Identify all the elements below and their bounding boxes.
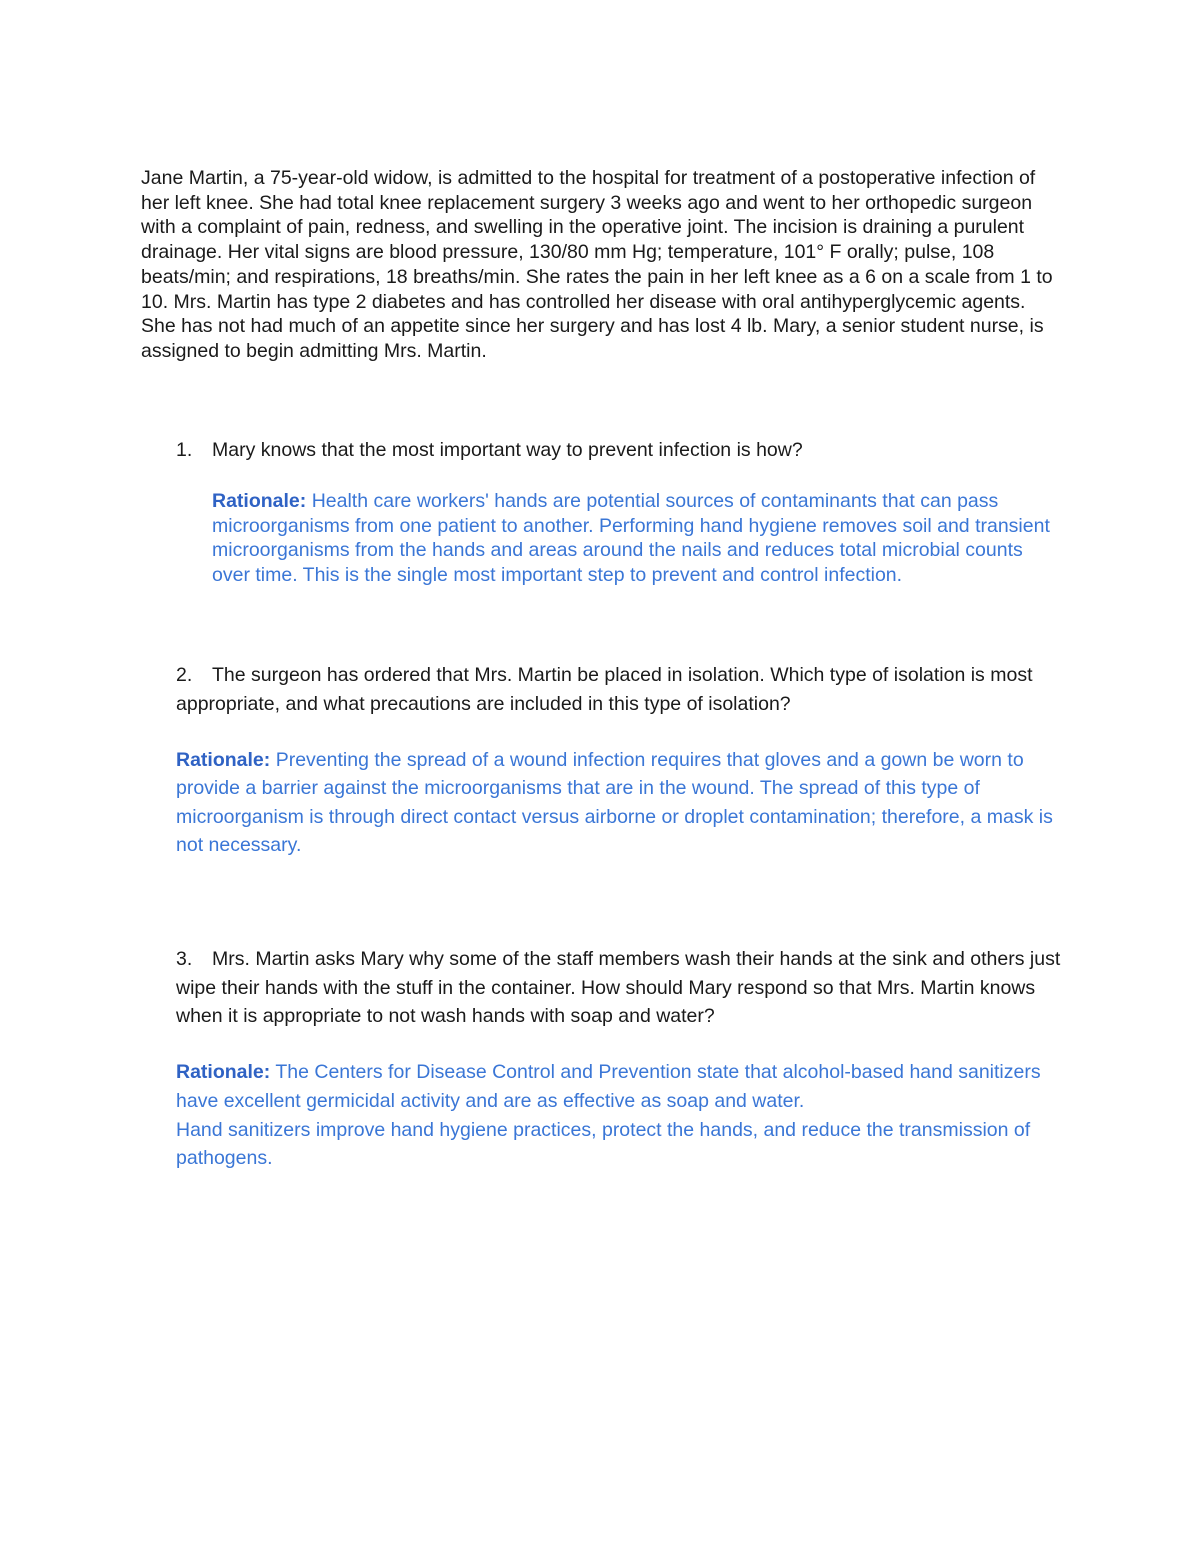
question-3-text: Mrs. Martin asks Mary why some of the staff members wash their hands at the sink and others just wipe their hands with the stuff in the container. How should Mary respond so that Mrs. Martin knows when it is appropriate to not wash hands with soap and water? xyxy=(176,948,1061,1027)
rationale-2 xyxy=(176,746,1056,860)
question-3-number: 3. xyxy=(176,948,193,970)
question-1 xyxy=(176,437,1056,463)
rationale-3 xyxy=(176,1058,1056,1173)
rationale-2-label: Rationale: xyxy=(176,749,271,771)
case-scenario-paragraph: Jane Martin, a 75-year-old widow, is admitted to the hospital for treatment of a postoperative infection of her left knee. She had total knee replacement surgery 3 weeks ago and went to her orthopedic surgeon with a complaint of pain, redness, and swelling in the operative joint. The incision is draining a purulent drainage. Her vital signs are blood pressure, 130/80 mm Hg; temperature, 101° F orally; pulse, 108 beats/min; and respirations, 18 breaths/min. She rates the pain in her left knee as a 6 on a scale from 1 to 10. Mrs. Martin has type 2 diabetes and has controlled her disease with oral antihyperglycemic agents. She has not had much of an appetite since her surgery and has lost 4 lb. Mary, a senior student nurse, is assigned to begin admitting Mrs. Martin. xyxy=(141,167,1053,362)
rationale-1-label: Rationale: xyxy=(212,490,307,512)
rationale-3-continued: Hand sanitizers improve hand hygiene practices, protect the hands, and reduce the transmission of pathogens. xyxy=(176,1118,1031,1170)
question-2-number: 2. xyxy=(176,664,193,686)
rationale-3-label: Rationale: xyxy=(176,1061,271,1083)
question-3 xyxy=(176,945,1066,1031)
rationale-1 xyxy=(212,489,1052,587)
question-2 xyxy=(176,661,1066,718)
rationale-1-text: Health care workers' hands are potential sources of contaminants that can pass microorganisms from one patient to another. Performing hand hygiene removes soil and transient microorganisms from the hands and areas around the nails and reduces total microbial counts over time. This is the single most important step to prevent and control infection. xyxy=(212,490,1050,586)
rationale-3-text: The Centers for Disease Control and Prevention state that alcohol-based hand sanitizers have excellent germicidal activity and are as effective as soap and water. xyxy=(176,1061,1041,1112)
question-2-text: The surgeon has ordered that Mrs. Martin be placed in isolation. Which type of isolation is most appropriate, and what precautions are included in this type of isolation? xyxy=(176,664,1033,715)
question-1-text: Mary knows that the most important way to prevent infection is how? xyxy=(212,439,803,461)
question-1-number: 1. xyxy=(176,439,193,461)
rationale-2-text: Preventing the spread of a wound infection requires that gloves and a gown be worn to provide a barrier against the microorganisms that are in the wound. The spread of this type of microorganism is through direct contact versus airborne or droplet contamination; therefore, a mask is not necessary. xyxy=(176,749,1053,857)
